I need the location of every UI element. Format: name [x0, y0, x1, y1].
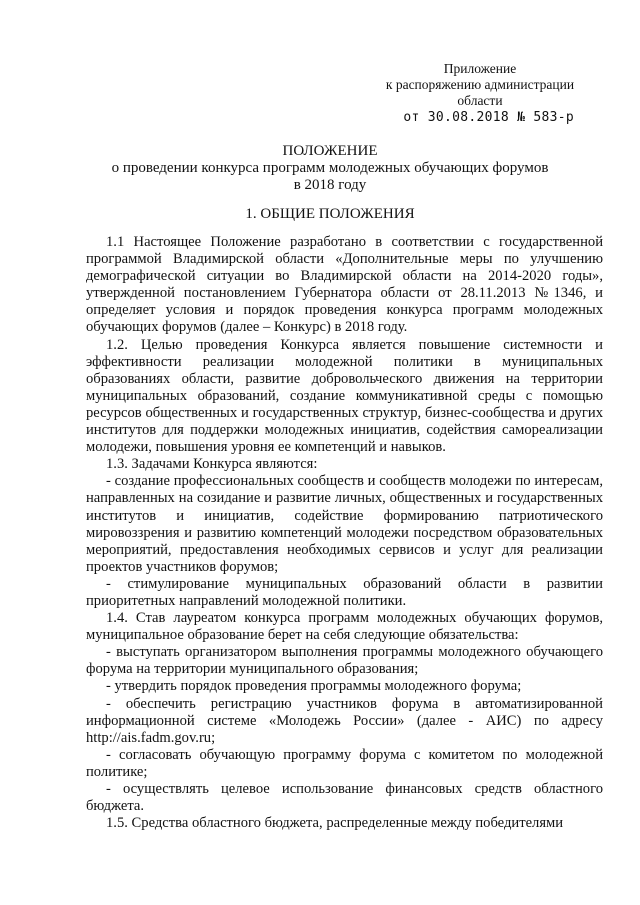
document-title — [60, 143, 600, 194]
title-main: ПОЛОЖЕНИЕ — [282, 143, 378, 159]
paragraph-1-3: 1.3. Задачами Конкурса являются: — [106, 456, 318, 473]
appendix-number: от 30.08.2018 № 583-р — [403, 110, 574, 125]
appendix-region-line: области — [457, 93, 503, 108]
section-heading: 1. ОБЩИЕ ПОЛОЖЕНИЯ — [245, 206, 415, 222]
title-year: в 2018 году — [293, 177, 367, 193]
list-item: - обеспечить регистрацию участников форума в автоматизированной информационной системе «Молодежь России» (далее - АИС) по адресу http://ais.fadm.gov.ru; — [86, 695, 603, 746]
list-item: - утвердить порядок проведения программы молодежного форума; — [106, 678, 522, 695]
list-item: - согласовать обучающую программу форума с комитетом по молодежной политике; — [86, 746, 603, 780]
list-item: - стимулирование муниципальных образований области в развитии приоритетных направлений молодежной политики. — [86, 575, 603, 609]
document-body — [86, 234, 603, 832]
paragraph-1-2: 1.2. Целью проведения Конкурса является повышение системности и эффективности реализации молодежной политики в муниципальных образованиях области, развитие добровольческого движения на территории муниципальных образований, создание коммуникативной среды с помощью ресурсов общественных и государственных структур, бизнес-сообщества и других институтов для поддержки молодежных инициатив, содействия самореализации молодежи, повышения уровня ее компетенций и навыков. — [86, 336, 603, 456]
paragraph-1-4: 1.4. Став лауреатом конкурса программ молодежных обучающих форумов, муниципальное образование берет на себя следующие обязательства: — [86, 610, 603, 644]
appendix-label: Приложение — [443, 61, 517, 76]
appendix-block — [380, 61, 580, 126]
list-item: - осуществлять целевое использование финансовых средств областного бюджета. — [86, 781, 603, 815]
paragraph-1-5: 1.5. Средства областного бюджета, распределенные между победителями — [106, 815, 564, 832]
appendix-decree-line: к распоряжению администрации — [385, 77, 575, 92]
title-subject: о проведении конкурса программ молодежных обучающих форумов — [111, 160, 549, 176]
list-item: - создание профессиональных сообществ и сообществ молодежи по интересам, направленных на созидание и развитие личных, общественных и государственных институтов и инициатив, содействие формированию патриотического мировоззрения и развитию компетенций молодежи посредством образовательных мероприятий, предоставления необходимых сервисов и услуг для реализации проектов участников форумов; — [86, 473, 603, 575]
paragraph-1-1: 1.1 Настоящее Положение разработано в соответствии с государственной программой Владимирской области «Дополнительные меры по улучшению демографической ситуации во Владимирской области на 2014-2020 годы», утвержденной постановлением Губернатора области от 28.11.2013 №1346, и определяет условия и порядок проведения конкурса программ молодежных обучающих форумов (далее – Конкурс) в 2018 году. — [86, 234, 603, 336]
list-item: - выступать организатором выполнения программы молодежного обучающего форума на территории муниципального образования; — [86, 644, 603, 678]
